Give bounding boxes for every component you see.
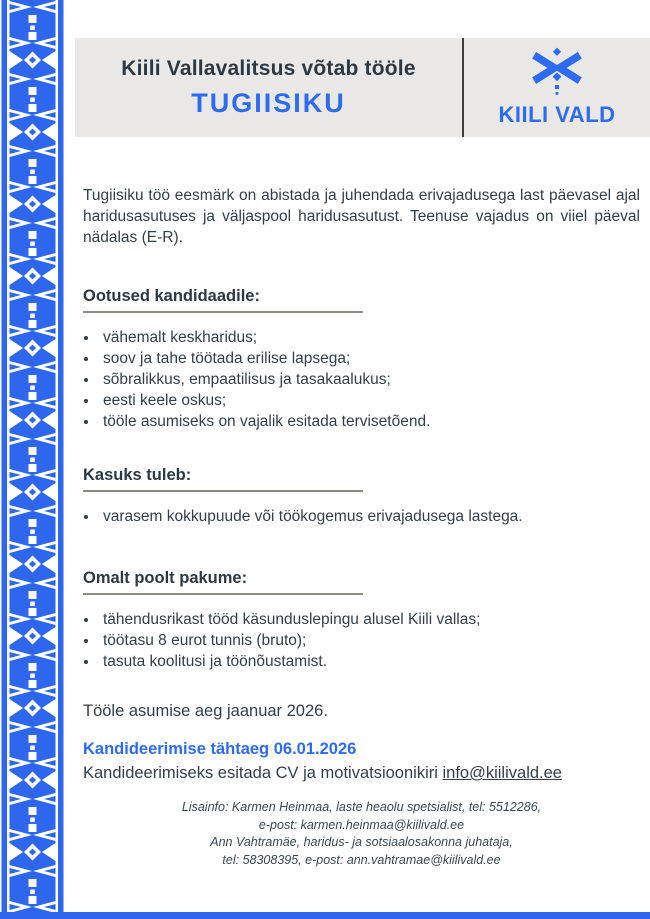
email-link[interactable]: info@kiilivald.ee <box>442 764 562 782</box>
offer-list <box>83 609 640 672</box>
expectations-list <box>83 327 640 432</box>
folk-pattern-border <box>0 0 65 919</box>
list-item: • tasuta koolitusi ja töönõustamist. <box>99 651 640 672</box>
list-item: • vähemalt keskharidus; <box>99 327 640 348</box>
deadline-line: Kandideerimise tähtaeg 06.01.2026 <box>83 740 357 758</box>
list-item: • tööle asumiseks on vajalik esitada tervisetõend. <box>99 411 640 432</box>
page-title: Kiili Vallavalitsus võtab tööle <box>121 56 416 80</box>
job-title: TUGIISIKU <box>191 87 346 118</box>
list-item: • eesti keele oskus; <box>99 390 640 411</box>
section-offer <box>83 569 640 672</box>
start-date-line: Tööle asumise aeg jaanuar 2026. <box>83 702 328 720</box>
list-item: • soov ja tahe töötada erilise lapsega; <box>99 348 640 369</box>
section-advantages <box>83 466 640 527</box>
apply-text: Kandideerimiseks esitada CV ja motivatsioonikiri <box>83 764 443 782</box>
apply-line <box>83 764 640 783</box>
content <box>83 0 640 869</box>
section-expectations <box>83 287 640 432</box>
footer-line: Lisainfo: Karmen Heinmaa, laste heaolu spetsialist, tel: 5512286, <box>181 800 542 814</box>
intro-paragraph: Tugiisiku töö eesmärk on abistada ja juhendada erivajadusega last päevasel ajal haridusasutuses ja väljaspool haridusasutust. Teenuse vajadus on viiel päeval nädalas (E-R). <box>83 187 640 246</box>
section-heading: Ootused kandidaadile: <box>83 287 363 313</box>
section-heading: Omalt poolt pakume: <box>83 569 363 595</box>
list-item: • varasem kokkupuude või töökogemus erivajadusega lastega. <box>99 506 640 527</box>
footer-line: Ann Vahtramäe, haridus- ja sotsiaalosakonna juhataja, <box>210 835 513 849</box>
list-item: • tähendusrikast tööd käsunduslepingu alusel Kiili vallas; <box>99 609 640 630</box>
footer-line: tel: 58308395, e-post: ann.vahtramae@kiilivald.ee <box>222 852 501 867</box>
logo-text: KIILI VALD <box>498 102 616 127</box>
advantages-list <box>83 506 640 527</box>
section-heading: Kasuks tuleb: <box>83 466 363 492</box>
bottom-accent-bar <box>0 912 650 919</box>
list-item: • töötasu 8 eurot tunnis (bruto); <box>99 630 640 651</box>
footer-contacts <box>83 799 640 869</box>
footer-line: e-post: karmen.heinmaa@kiilivald.ee <box>258 817 465 832</box>
list-item: • sõbralikkus, empaatilisus ja tasakaalukus; <box>99 369 640 390</box>
